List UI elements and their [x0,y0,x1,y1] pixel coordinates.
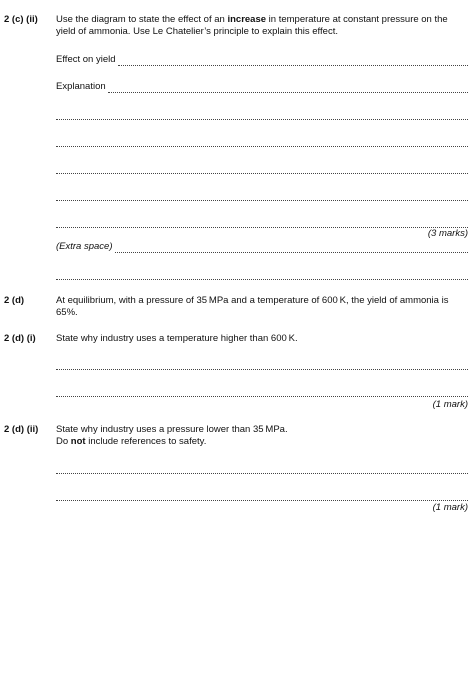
question-text-part: in temperature at constant pressure on the yield of ammonia. Use Le Chatelier’s principle to explain this effect. [56,14,448,37]
question-text [56,424,468,448]
answer-dotted-line [56,218,468,228]
question-text: State why industry uses a temperature higher than 600 K. [56,333,298,344]
answer-dotted-line [115,243,469,253]
answer-line[interactable] [56,489,468,501]
answer-dotted-line [56,491,468,501]
question-number: 2 (d) [4,295,25,306]
answer-line[interactable] [56,358,468,370]
question-number: 2 (d) (ii) [4,424,39,435]
question-note-part: Do [56,436,71,447]
answer-dotted-line [56,191,468,201]
question-text: At equilibrium, with a pressure of 35 MPa and a temperature of 600 K, the yield of ammonia is 65%. [56,295,449,318]
answer-line[interactable] [56,462,468,474]
answer-line[interactable] [56,385,468,397]
answer-dotted-line [56,137,468,147]
answer-dotted-line [56,164,468,174]
extra-space-line[interactable] [56,241,468,253]
marks-label: (3 marks) [427,228,468,239]
question-note-part: include references to safety. [85,436,207,447]
question-text [56,14,468,38]
marks-label: (1 mark) [432,399,468,410]
answer-dotted-line [56,270,468,280]
emphasis-not: not [70,436,86,447]
answer-dotted-line [56,387,468,397]
answer-line[interactable] [56,135,468,147]
emphasis-increase: increase [227,14,267,25]
question-number: 2 (d) (i) [4,333,36,344]
question-number: 2 (c) (ii) [4,14,38,25]
explanation-label: Explanation [56,81,106,92]
answer-dotted-line [56,110,468,120]
answer-line[interactable] [56,162,468,174]
question-note [56,436,468,448]
effect-on-yield-label: Effect on yield [56,54,116,65]
answer-dotted-line [56,360,468,370]
extra-space-label: (Extra space) [56,241,113,252]
question-text-part: Use the diagram to state the effect of an [56,14,228,25]
effect-on-yield-line[interactable] [56,54,468,66]
answer-dotted-line [108,83,468,93]
explanation-line[interactable] [56,81,468,93]
marks-label: (1 mark) [432,502,468,513]
answer-line[interactable] [56,216,468,228]
answer-line[interactable] [56,108,468,120]
answer-line[interactable] [56,268,468,280]
answer-line[interactable] [56,189,468,201]
answer-dotted-line [56,464,468,474]
answer-dotted-line [118,56,468,66]
question-text-line: State why industry uses a pressure lower than 35 MPa. [56,424,288,435]
